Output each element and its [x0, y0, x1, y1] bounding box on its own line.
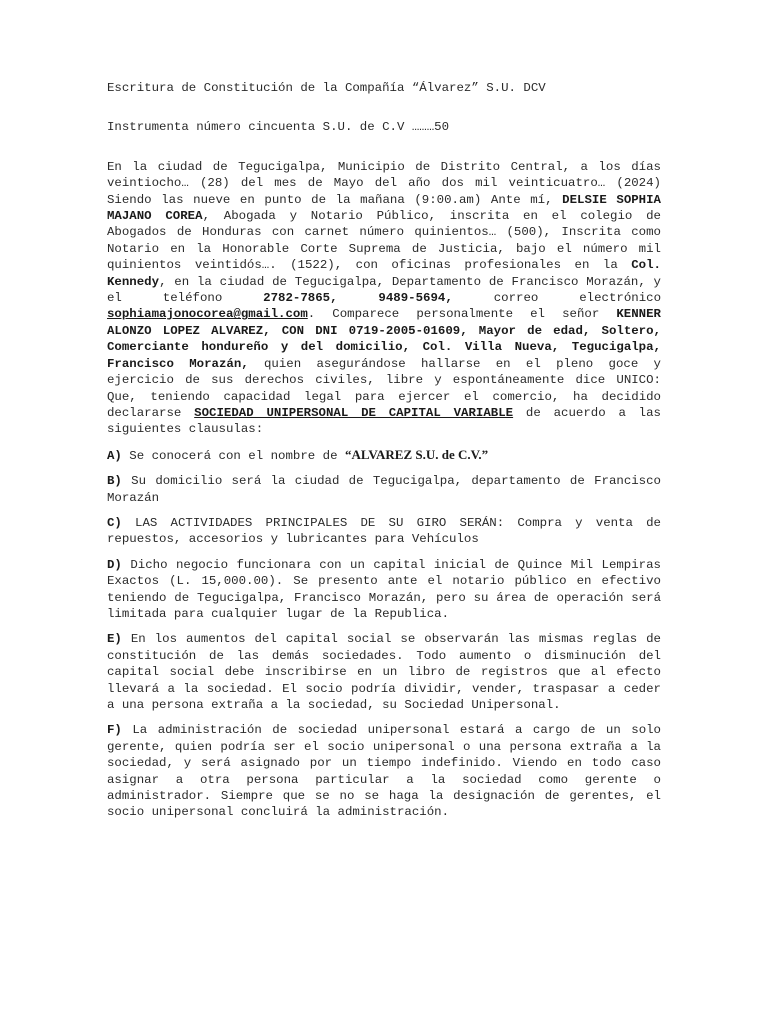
document-body [107, 80, 661, 830]
email-link[interactable]: sophiamajonocorea@gmail.com [107, 307, 308, 322]
clause-c [107, 515, 661, 548]
notary-name: DELSIE SOPHIA MAJANO COREA [107, 192, 661, 224]
company-type: SOCIEDAD UNIPERSONAL DE CAPITAL VARIABLE [194, 405, 514, 420]
document-title: Escritura de Constitución de la Compañía “Álvarez” S.U. DCV [107, 81, 546, 95]
clause-b-letter: B) [107, 474, 122, 489]
clause-d-letter: D) [107, 557, 122, 572]
clause-d-text: Dicho negocio funcionara con un capital inicial de Quince Mil Lempiras Exactos (L. 15,000.00). Se presento ante el notario público en efectivo teniendo de Tegucigalpa, Francisco Morazán, pero su área de operación será limitada para cualquier lugar de la Republica. [107, 557, 661, 621]
intro-text-1: En la ciudad de Tegucigalpa, Municipio de Distrito Central, a los días veintiocho… (28) del mes de Mayo del año dos mil veinticuatro… (2024) Siendo las nueve en punto de la mañana (9:00.am) Ante mí, [107, 159, 661, 207]
clause-c-text: LAS ACTIVIDADES PRINCIPALES DE SU GIRO SERÁN: Compra y venta de repuestos, accesorios y lubricantes para Vehículos [107, 515, 661, 547]
appearer-details: KENNER ALONZO LOPEZ ALVAREZ, CON DNI 0719-2005-01609, Mayor de edad, Soltero, Comerciante hondureño y del domicilio, Col. Villa Nueva, Tegucigalpa, Francisco Morazán, [107, 307, 661, 371]
company-name: “ALVAREZ S.U. de C.V.” [344, 446, 489, 462]
intro-text-6: quien asegurándose hallarse en el pleno goce y ejercicio de sus derechos civiles, libre y espontáneamente dice UNICO: Que, teniendo capacidad legal para ejercer el comercio, ha decidido declararse [107, 356, 661, 420]
clause-e-text: En los aumentos del capital social se observarán las mismas reglas de constitución de las demás sociedades. Todo aumento o disminución del capital social debe inscribirse en un libro de registros que al efecto llevará a la sociedad. El socio podría dividir, vender, traspasar a ceder a una persona extraña a la sociedad, su Sociedad Unipersonal. [107, 632, 661, 712]
clause-f-letter: F) [107, 723, 122, 738]
instrument-number: Instrumenta número cincuenta S.U. de C.V ………50 [107, 120, 450, 135]
clause-e-letter: E) [107, 632, 122, 647]
phone-numbers: 2782-7865, 9489-5694, [263, 291, 453, 306]
clause-c-letter: C) [107, 515, 122, 530]
intro-paragraph [107, 159, 661, 438]
clause-f [107, 722, 661, 820]
intro-text-3: , en la ciudad de Tegucigalpa, Departamento de Francisco Morazán, y el teléfono [107, 274, 661, 306]
clause-b-text: Su domicilio será la ciudad de Tegucigalpa, departamento de Francisco Morazán [107, 474, 661, 505]
clause-b [107, 473, 661, 506]
clause-a [107, 447, 661, 464]
clause-a-letter: A) [107, 448, 122, 463]
clause-f-text: La administración de sociedad unipersonal estará a cargo de un solo gerente, quien podría ser el socio unipersonal o una persona extraña a la sociedad, y será asignado por un tiempo indefinido. Viendo en todo caso asignar a otra persona particular a la sociedad como gerente o administrador. Siempre que se no se haga la designación de gerentes, el socio unipersonal concluirá la administración. [107, 723, 661, 820]
clause-e [107, 631, 661, 713]
office-location: Col. Kennedy [107, 258, 661, 289]
clause-d [107, 557, 661, 623]
intro-text-4: correo electrónico [452, 291, 662, 306]
intro-text-7: de acuerdo a las siguientes clausulas: [107, 405, 661, 437]
clause-a-text: Se conocerá con el nombre de [121, 448, 345, 463]
intro-text-5: . Comparece personalmente el señor [307, 307, 617, 322]
intro-text-2: , Abogada y Notario Público, inscrita en el colegio de Abogados de Honduras con carnet número quinientos… (500), Inscrita como Notario en la Honorable Corte Suprema de Justicia, bajo el número mil quinientos veintidós…. (1522), con oficinas profesionales en la [107, 209, 661, 273]
